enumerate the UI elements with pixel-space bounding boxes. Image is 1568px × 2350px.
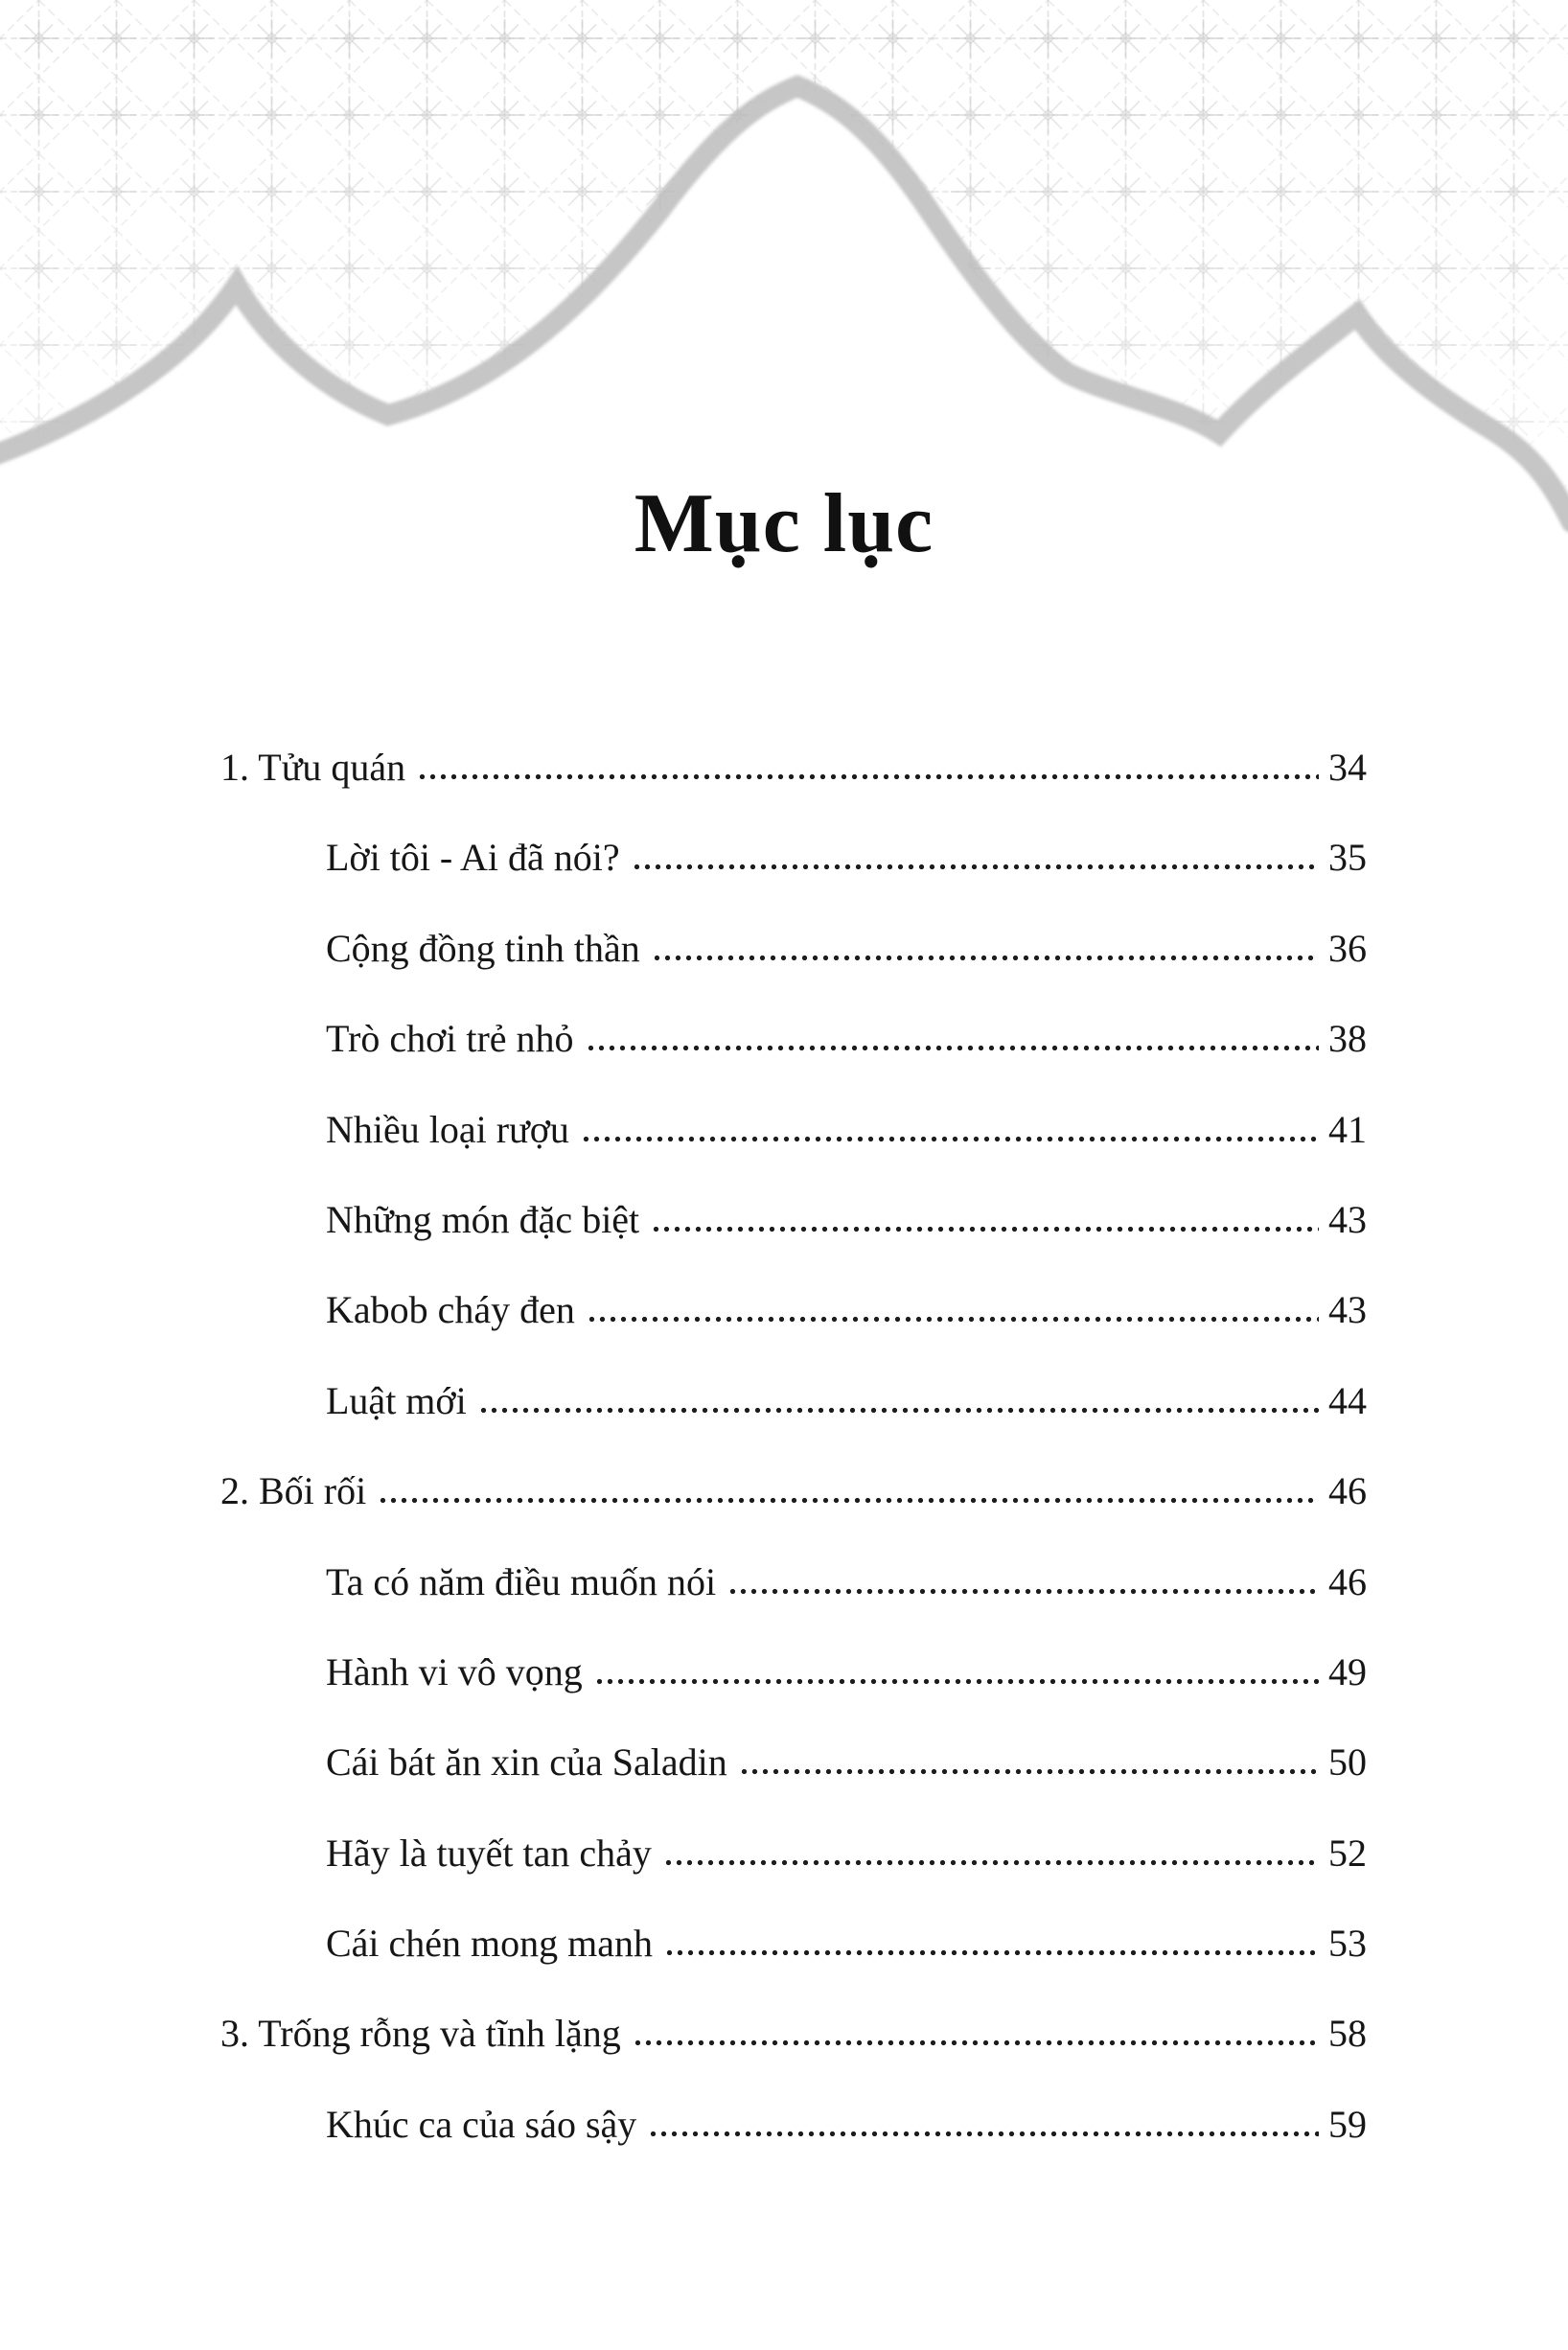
dot-leader [651, 1226, 1319, 1233]
toc-entry [220, 1083, 1367, 1173]
toc-entry-page-number: 43 [1328, 1288, 1367, 1332]
toc-entry-page-number: 59 [1328, 2102, 1367, 2146]
dot-leader [632, 864, 1319, 870]
toc-entry [220, 1807, 1367, 1897]
toc-entry-label: 2. Bối rối [220, 1469, 367, 1513]
toc-entry-page-number: 53 [1328, 1922, 1367, 1966]
toc-entry [220, 1173, 1367, 1263]
toc-entry [220, 1535, 1367, 1625]
toc-entry-page-number: 41 [1328, 1107, 1367, 1151]
toc-entry [220, 1625, 1367, 1716]
toc-entry [220, 811, 1367, 901]
toc-entry-page-number: 58 [1328, 2012, 1367, 2056]
dot-leader [478, 1407, 1319, 1414]
toc-entry [220, 1354, 1367, 1444]
toc-entry-label: Trò chơi trẻ nhỏ [326, 1017, 574, 1061]
toc-entry-label: Cái bát ăn xin của Saladin [326, 1740, 727, 1785]
page-title: Mục lục [634, 477, 934, 570]
dot-leader [727, 1588, 1319, 1595]
toc-entry-label: 1. Tửu quán [220, 746, 406, 789]
toc-entry-label: Hãy là tuyết tan chảy [326, 1831, 652, 1875]
toc-entry-page-number: 46 [1328, 1469, 1367, 1513]
dot-leader [739, 1768, 1319, 1775]
toc-entry-page-number: 50 [1328, 1740, 1367, 1785]
toc-entry-page-number: 46 [1328, 1559, 1367, 1603]
toc-entry [220, 1263, 1367, 1353]
toc-entry-label: Kabob cháy đen [326, 1288, 575, 1332]
toc-entry-label: Luật mới [326, 1378, 467, 1422]
dot-leader [586, 1045, 1319, 1051]
toc-entry [220, 1716, 1367, 1806]
toc-entry-label: Những món đặc biệt [326, 1197, 640, 1241]
toc-entry [220, 721, 1367, 811]
toc-entry-page-number: 38 [1328, 1017, 1367, 1061]
dot-leader [648, 2131, 1319, 2137]
toc-entry [220, 902, 1367, 992]
toc-entry-page-number: 35 [1328, 836, 1367, 880]
toc-entry-label: Nhiều loại rượu [326, 1107, 569, 1151]
table-of-contents [220, 721, 1367, 2168]
dot-leader [633, 2039, 1319, 2046]
toc-entry-page-number: 34 [1328, 746, 1367, 789]
dot-leader [587, 1316, 1319, 1323]
toc-entry-label: Cái chén mong manh [326, 1922, 654, 1966]
dot-leader [378, 1497, 1319, 1504]
toc-entry-label: Lời tôi - Ai đã nói? [326, 836, 620, 880]
dot-leader [594, 1678, 1319, 1685]
toc-entry [220, 1444, 1367, 1534]
dot-leader [663, 1859, 1319, 1866]
dot-leader [581, 1136, 1319, 1142]
toc-entry-page-number: 36 [1328, 926, 1367, 970]
toc-entry-label: Hành vi vô vọng [326, 1649, 583, 1693]
dot-leader [664, 1949, 1319, 1956]
lattice-fade [0, 0, 1568, 537]
toc-entry [220, 1897, 1367, 1987]
toc-entry [220, 1987, 1367, 2077]
dot-leader [417, 773, 1319, 780]
toc-entry-page-number: 52 [1328, 1831, 1367, 1875]
toc-entry-page-number: 44 [1328, 1378, 1367, 1422]
toc-entry-page-number: 43 [1328, 1197, 1367, 1241]
toc-entry-label: Khúc ca của sáo sậy [326, 2102, 637, 2146]
toc-entry-label: Cộng đồng tinh thần [326, 926, 640, 970]
dot-leader [652, 955, 1319, 961]
toc-entry-page-number: 49 [1328, 1649, 1367, 1693]
toc-entry-label: Ta có năm điều muốn nói [326, 1559, 717, 1603]
toc-entry-label: 3. Trống rỗng và tĩnh lặng [220, 2012, 621, 2056]
toc-entry [220, 992, 1367, 1082]
toc-entry [220, 2078, 1367, 2168]
